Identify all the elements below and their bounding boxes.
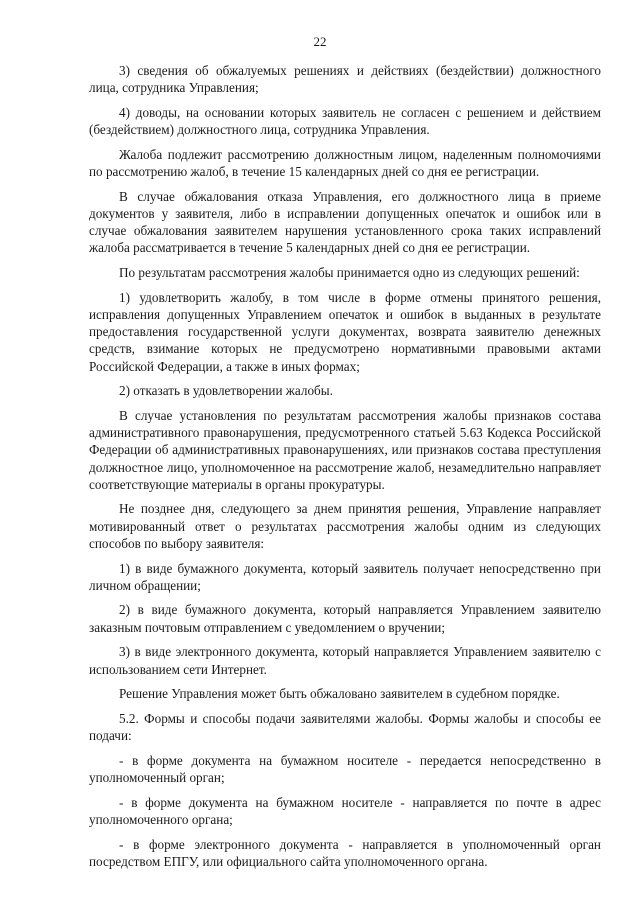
paragraph-decision-2: 2) отказать в удовлетворении жалобы.: [119, 383, 333, 399]
paragraph-refusal-appeal: В случае обжалования отказа Управления, его должностного лица в приеме документов у заявителя, либо в исправлении допущенных опечаток и ошибок или в случае обжалования заявителем нарушения установленного срока таких исправлений жалоба рассматривается в течение 5 календарных дней со дня ее регистрации.: [89, 188, 601, 256]
paragraph-item-3: 3) сведения об обжалуемых решениях и действиях (бездействии) должностного лица, сотрудника Управления;: [89, 63, 601, 96]
paragraph-response-2: 2) в виде бумажного документа, который направляется Управлением заявителю заказным почтовым отправлением с уведомлением о вручении;: [89, 602, 601, 635]
document-body: [89, 62, 601, 878]
paragraph-item-4: 4) доводы, на основании которых заявитель не согласен с решением и действием (бездействием) должностного лица, сотрудника Управления.: [89, 104, 601, 138]
paragraph-prosecution: В случае установления по результатам рассмотрения жалобы признаков состава административного правонарушения, предусмотренного статьей 5.63 Кодекса Российской Федерации об административных правонарушениях, или признаков состава преступления должностное лицо, уполномоченное на рассмотрение жалоб, незамедлительно направляет соответствующие материалы в органы прокуратуры.: [89, 407, 601, 492]
paragraph-response-1: 1) в виде бумажного документа, который заявитель получает непосредственно при личном обращении;: [89, 560, 601, 593]
paragraph-form-2: - в форме документа на бумажном носителе - направляется по почте в адрес уполномоченного органа;: [89, 794, 601, 828]
paragraph-court-appeal: Решение Управления может быть обжаловано заявителем в судебном порядке.: [119, 686, 560, 702]
paragraph-review-term: Жалоба подлежит рассмотрению должностным лицом, наделенным полномочиями по рассмотрению жалоб, в течение 15 календарных дней со дня ее регистрации.: [89, 146, 601, 180]
paragraph-decisions-intro: По результатам рассмотрения жалобы принимается одно из следующих решений:: [119, 265, 580, 281]
paragraph-response-3: 3) в виде электронного документа, который направляется Управлением заявителю с использованием сети Интернет.: [89, 644, 601, 677]
page-number: 22: [313, 34, 327, 49]
paragraph-form-3: - в форме электронного документа - направляется в уполномоченный орган посредством ЕПГУ, или официального сайта уполномоченного органа.: [89, 836, 601, 869]
paragraph-decision-1: 1) удовлетворить жалобу, в том числе в форме отмены принятого решения, исправления допущенных Управлением опечаток и ошибок в выданных в результате предоставления государственной услуги документах, возврата заявителю денежных средств, взимание которых не предусмотрено нормативными правовыми актами Российской Федерации, а также в иных формах;: [89, 289, 601, 374]
paragraph-response-intro: Не позднее дня, следующего за днем принятия решения, Управление направляет мотивированный ответ о результатах рассмотрения жалобы одним из следующих способов по выбору заявителя:: [89, 501, 601, 551]
paragraph-form-1: - в форме документа на бумажном носителе - передается непосредственно в уполномоченный орган;: [89, 752, 601, 786]
paragraph-section-5-2: 5.2. Формы и способы подачи заявителями жалобы. Формы жалобы и способы ее подачи:: [89, 711, 601, 744]
